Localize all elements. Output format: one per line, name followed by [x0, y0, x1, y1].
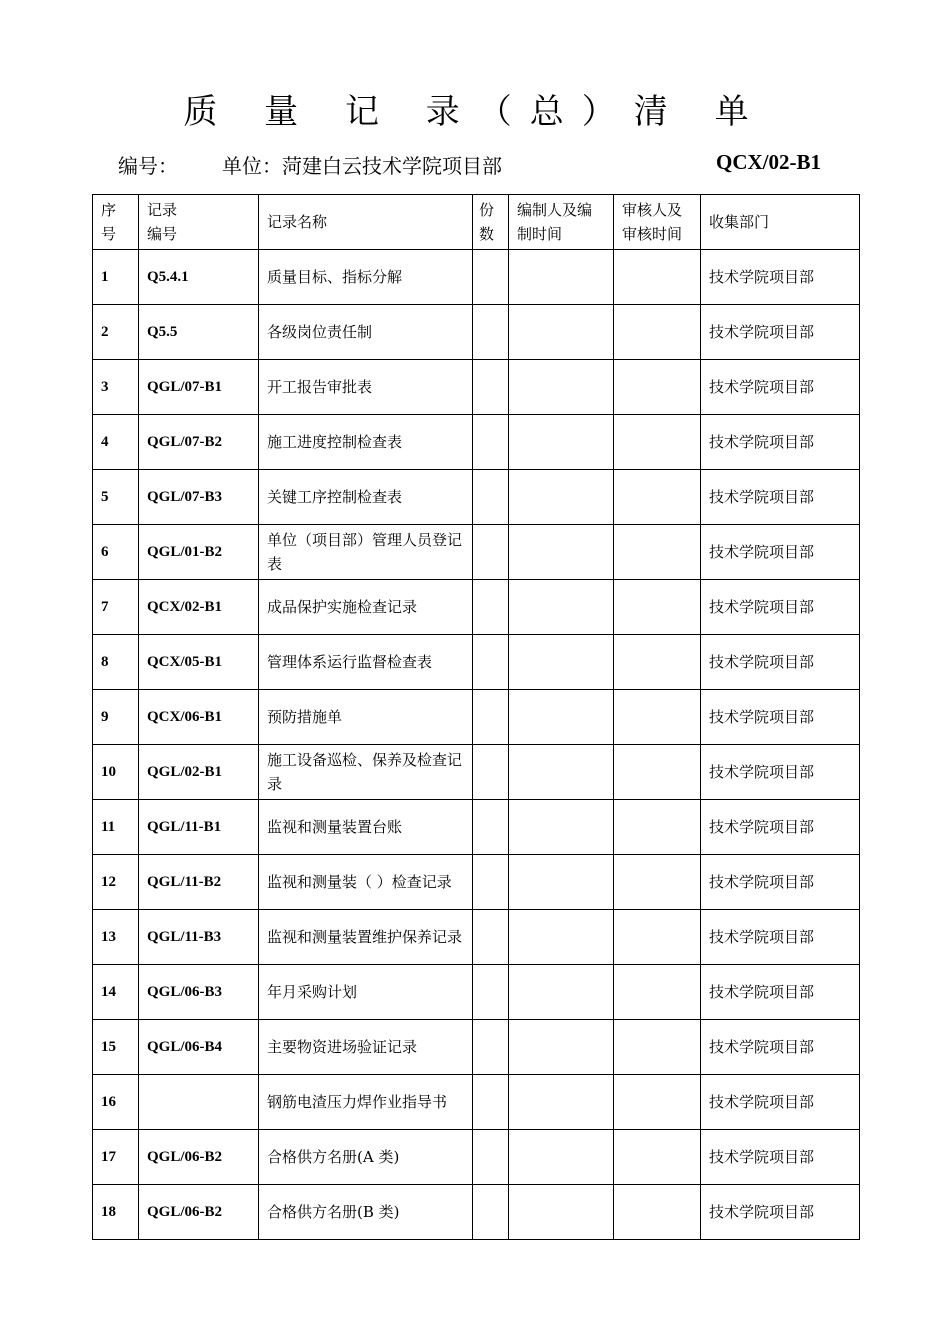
row-copies — [473, 1020, 509, 1075]
row-reviewer — [614, 360, 701, 415]
row-compiler — [509, 690, 614, 745]
row-reviewer — [614, 415, 701, 470]
table-row — [93, 1020, 860, 1075]
row-seq: 6 — [93, 525, 139, 580]
row-reviewer — [614, 525, 701, 580]
row-compiler — [509, 580, 614, 635]
row-seq: 12 — [93, 855, 139, 910]
row-copies — [473, 1130, 509, 1185]
row-record-name: 单位（项目部）管理人员登记表 — [259, 525, 473, 580]
row-compiler — [509, 745, 614, 800]
row-copies — [473, 360, 509, 415]
header-copies: 份 数 — [473, 195, 509, 250]
row-reviewer — [614, 910, 701, 965]
row-record-name: 各级岗位责任制 — [259, 305, 473, 360]
row-reviewer — [614, 855, 701, 910]
row-reviewer — [614, 690, 701, 745]
row-seq: 10 — [93, 745, 139, 800]
header-reviewer: 审核人及 审核时间 — [614, 195, 701, 250]
row-dept: 技术学院项目部 — [701, 1020, 860, 1075]
row-compiler — [509, 470, 614, 525]
row-copies — [473, 525, 509, 580]
row-seq: 7 — [93, 580, 139, 635]
row-dept: 技术学院项目部 — [701, 800, 860, 855]
row-seq: 4 — [93, 415, 139, 470]
row-record-name: 开工报告审批表 — [259, 360, 473, 415]
table-row — [93, 855, 860, 910]
row-seq: 17 — [93, 1130, 139, 1185]
row-record-name: 监视和测量装置维护保养记录 — [259, 910, 473, 965]
row-compiler — [509, 965, 614, 1020]
row-reviewer — [614, 1075, 701, 1130]
row-record-name: 合格供方名册(A 类) — [259, 1130, 473, 1185]
row-dept: 技术学院项目部 — [701, 635, 860, 690]
table-row — [93, 1075, 860, 1130]
row-record-code: QCX/06-B1 — [139, 690, 259, 745]
header-dept: 收集部门 — [701, 195, 860, 250]
row-record-code: QCX/05-B1 — [139, 635, 259, 690]
row-dept: 技术学院项目部 — [701, 580, 860, 635]
row-compiler — [509, 1075, 614, 1130]
row-seq: 8 — [93, 635, 139, 690]
row-compiler — [509, 855, 614, 910]
table-row — [93, 1130, 860, 1185]
table-row — [93, 470, 860, 525]
row-copies — [473, 1075, 509, 1130]
row-record-code: QGL/07-B2 — [139, 415, 259, 470]
row-record-name: 监视和测量装置台账 — [259, 800, 473, 855]
row-seq: 1 — [93, 250, 139, 305]
row-seq: 5 — [93, 470, 139, 525]
row-dept: 技术学院项目部 — [701, 525, 860, 580]
row-reviewer — [614, 250, 701, 305]
row-record-code: QGL/11-B2 — [139, 855, 259, 910]
row-dept: 技术学院项目部 — [701, 250, 860, 305]
row-seq: 18 — [93, 1185, 139, 1240]
row-copies — [473, 910, 509, 965]
row-record-code: QGL/06-B2 — [139, 1130, 259, 1185]
table-row — [93, 580, 860, 635]
table-row — [93, 525, 860, 580]
row-compiler — [509, 1020, 614, 1075]
row-compiler — [509, 1185, 614, 1240]
table-row — [93, 745, 860, 800]
form-code: QCX/02-B1 — [716, 150, 821, 174]
row-seq: 9 — [93, 690, 139, 745]
row-reviewer — [614, 305, 701, 360]
header-record-name: 记录名称 — [259, 195, 473, 250]
row-reviewer — [614, 965, 701, 1020]
row-dept: 技术学院项目部 — [701, 1130, 860, 1185]
row-record-name: 关键工序控制检查表 — [259, 470, 473, 525]
row-dept: 技术学院项目部 — [701, 690, 860, 745]
row-dept: 技术学院项目部 — [701, 855, 860, 910]
row-reviewer — [614, 580, 701, 635]
row-compiler — [509, 910, 614, 965]
row-record-name: 管理体系运行监督检查表 — [259, 635, 473, 690]
row-record-name: 合格供方名册(B 类) — [259, 1185, 473, 1240]
row-record-code: QGL/02-B1 — [139, 745, 259, 800]
table-row — [93, 800, 860, 855]
row-compiler — [509, 1130, 614, 1185]
row-record-code: QGL/01-B2 — [139, 525, 259, 580]
table-row — [93, 415, 860, 470]
row-dept: 技术学院项目部 — [701, 1075, 860, 1130]
row-record-name: 施工设备巡检、保养及检查记录 — [259, 745, 473, 800]
row-reviewer — [614, 635, 701, 690]
row-record-name: 钢筋电渣压力焊作业指导书 — [259, 1075, 473, 1130]
row-copies — [473, 635, 509, 690]
row-record-code: Q5.4.1 — [139, 250, 259, 305]
row-dept: 技术学院项目部 — [701, 415, 860, 470]
row-record-code: Q5.5 — [139, 305, 259, 360]
row-seq: 3 — [93, 360, 139, 415]
table-row — [93, 635, 860, 690]
row-record-code: QGL/06-B4 — [139, 1020, 259, 1075]
row-record-name: 监视和测量装（ ）检查记录 — [259, 855, 473, 910]
row-seq: 15 — [93, 1020, 139, 1075]
table-row — [93, 305, 860, 360]
row-reviewer — [614, 1185, 701, 1240]
row-dept: 技术学院项目部 — [701, 745, 860, 800]
document-number-label: 编号： — [118, 154, 178, 178]
row-reviewer — [614, 1020, 701, 1075]
row-compiler — [509, 800, 614, 855]
header-record-no: 记录 编号 — [139, 195, 259, 250]
page-title: 质 量 记 录（总）清 单 — [183, 92, 767, 132]
row-record-name: 施工进度控制检查表 — [259, 415, 473, 470]
row-compiler — [509, 415, 614, 470]
row-dept: 技术学院项目部 — [701, 910, 860, 965]
table-row — [93, 250, 860, 305]
row-record-code: QGL/07-B3 — [139, 470, 259, 525]
table-row — [93, 360, 860, 415]
row-record-name: 年月采购计划 — [259, 965, 473, 1020]
row-compiler — [509, 305, 614, 360]
row-copies — [473, 745, 509, 800]
table-row — [93, 690, 860, 745]
row-seq: 11 — [93, 800, 139, 855]
row-dept: 技术学院项目部 — [701, 965, 860, 1020]
row-copies — [473, 250, 509, 305]
row-record-code — [139, 1075, 259, 1130]
row-copies — [473, 580, 509, 635]
table-row — [93, 1185, 860, 1240]
row-record-code: QGL/11-B3 — [139, 910, 259, 965]
row-copies — [473, 855, 509, 910]
row-reviewer — [614, 800, 701, 855]
row-copies — [473, 800, 509, 855]
row-copies — [473, 1185, 509, 1240]
row-record-name: 质量目标、指标分解 — [259, 250, 473, 305]
row-copies — [473, 305, 509, 360]
row-dept: 技术学院项目部 — [701, 305, 860, 360]
row-dept: 技术学院项目部 — [701, 470, 860, 525]
row-seq: 14 — [93, 965, 139, 1020]
row-record-code: QGL/06-B2 — [139, 1185, 259, 1240]
row-compiler — [509, 525, 614, 580]
unit-label: 单位：菏建白云技术学院项目部 — [222, 154, 502, 178]
row-record-code: QGL/07-B1 — [139, 360, 259, 415]
row-record-code: QCX/02-B1 — [139, 580, 259, 635]
row-compiler — [509, 250, 614, 305]
row-compiler — [509, 360, 614, 415]
row-dept: 技术学院项目部 — [701, 1185, 860, 1240]
row-compiler — [509, 635, 614, 690]
row-record-name: 预防措施单 — [259, 690, 473, 745]
row-dept: 技术学院项目部 — [701, 360, 860, 415]
row-seq: 16 — [93, 1075, 139, 1130]
row-record-code: QGL/11-B1 — [139, 800, 259, 855]
row-reviewer — [614, 745, 701, 800]
row-reviewer — [614, 1130, 701, 1185]
table-row — [93, 965, 860, 1020]
row-seq: 2 — [93, 305, 139, 360]
row-copies — [473, 965, 509, 1020]
row-record-code: QGL/06-B3 — [139, 965, 259, 1020]
row-reviewer — [614, 470, 701, 525]
row-record-name: 主要物资进场验证记录 — [259, 1020, 473, 1075]
row-copies — [473, 470, 509, 525]
header-compiler: 编制人及编 制时间 — [509, 195, 614, 250]
table-header-row — [93, 195, 860, 250]
row-copies — [473, 690, 509, 745]
records-table — [92, 194, 860, 1240]
row-seq: 13 — [93, 910, 139, 965]
table-row — [93, 910, 860, 965]
row-copies — [473, 415, 509, 470]
row-record-name: 成品保护实施检查记录 — [259, 580, 473, 635]
header-seq: 序 号 — [93, 195, 139, 250]
